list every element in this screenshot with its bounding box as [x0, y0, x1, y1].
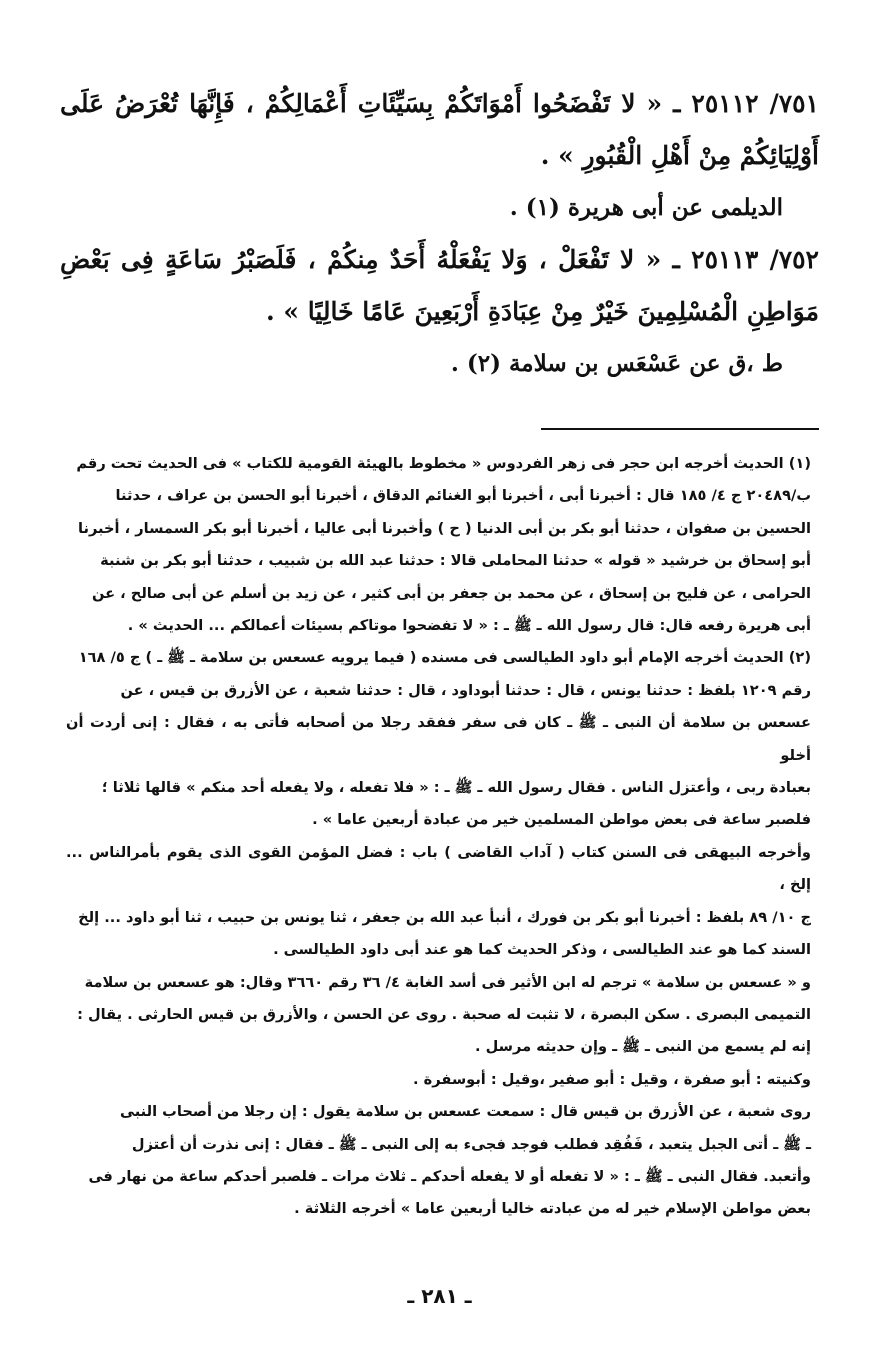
footnote-1-line: الحرامى ، عن فليح بن إسحاق ، عن محمد بن جعفر بن أبى كثير ، عن زيد بن أسلم عن أبى صالح ، عن [92, 584, 811, 602]
footnote-1-line: أبو إسحاق بن خرشيد « قوله » حدثنا المحاملى قالا : حدثنا عبد الله بن شبيب ، حدثنا أبو بكر بن شنبة [100, 552, 811, 570]
footnote-1-line: ب/٢٠٤٨٩ ج ٤/ ١٨٥ قال : أخبرنا أبى ، أخبرنا أبو الغنائم الدقاق ، أخبرنا أبو الحسن بن عراف ، حدثنا [115, 487, 811, 505]
footnote-2-line: بعض مواطن الإسلام خير له من عبادته خاليا أربعين عاما » أخرجه الثلاثة . [294, 1200, 811, 1218]
hadith-752-source: ط ،ق عن عَسْعَس بن سلامة (٢) . [450, 350, 783, 377]
hadith-751: ٧٥١/ ٢٥١١٢ ـ « لا تَفْضَحُوا أَمْوَاتَكُمْ بِسَيِّئَاتِ أَعْمَالِكُمْ ، فَإِنَّهَا تُعْرَضُ عَلَى أَوْلِيَائِكُمْ مِنْ أَهْلِ الْقُبُورِ » . [60, 89, 819, 170]
footnote-1-line: أبى هريرة رفعه قال: قال رسول الله ـ ﷺ ـ : « لا تفضحوا موتاكم بسيئات أعمالكم ... الحديث » . [127, 617, 811, 635]
footnote-2-line: السند كما هو عند الطيالسى ، وذكر الحديث كما هو عند أبى داود الطيالسى . [273, 941, 811, 959]
footnote-2-line: وأتعبد. فقال النبى ـ ﷺ ـ : « لا تفعله أو لا يفعله أحدكم ـ ثلاث مرات ـ فلصبر أحدكم ساعة من نهار فى [88, 1167, 811, 1185]
footnote-2-line: التميمى البصرى . سكن البصرة ، لا تثبت له صحبة . روى عن الحسن ، والأزرق بن قيس الحارثى . يقال : [77, 1005, 811, 1023]
footnote-2-line: و « عسعس بن سلامة » ترجم له ابن الأثير فى أسد الغابة ٤/ ٣٦ رقم ٣٦٦٠ وقال: هو عسعس بن سلامة [84, 973, 811, 991]
footnote-2-line: فلصبر ساعة فى بعض مواطن المسلمين خير من عبادة أربعين عاما » . [312, 811, 811, 829]
footnote-2-line: (٢) الحديث أخرجه الإمام أبو داود الطيالسى فى مسنده ( فيما يرويه عسعس بن سلامة ـ ﷺ ـ ) ج ٥/ ١٦٨ [78, 649, 811, 667]
main-text-block [60, 78, 819, 390]
footnote-2-line: وأخرجه البيهقى فى السنن كتاب ( آداب القاضى ) باب : فضل المؤمن القوى الذى يقوم بأمرالناس ... إلخ ، [66, 843, 811, 894]
footnote-2-line: ج ١٠/ ٨٩ بلفظ : أخبرنا أبو بكر بن فورك ، أنبأ عبد الله بن جعفر ، ثنا يونس بن حبيب ، ثنا أبو داود ... إلخ [78, 908, 811, 926]
footnote-1-line: (١) الحديث أخرجه ابن حجر فى زهر الفردوس « مخطوط بالهيئة القومية للكتاب » فى الحديث تحت رقم [76, 455, 811, 472]
page-number: ـ ٢٨١ ـ [407, 1284, 472, 1308]
footnote-2-line: روى شعبة ، عن الأزرق بن قيس قال : سمعت عسعس بن سلامة يقول : إن رجلا من أصحاب النبى [119, 1103, 811, 1121]
footnote-2-line: إنه لم يسمع من النبى ـ ﷺ ـ وإن حديثه مرسل . [475, 1038, 811, 1056]
footnote-2-line: بعبادة ربى ، وأعتزل الناس . فقال رسول الله ـ ﷺ ـ : « فلا تفعله ، ولا يفعله أحد منكم » قالها ثلاثا ؛ [101, 779, 811, 797]
footnote-divider [541, 428, 819, 430]
hadith-752: ٧٥٢/ ٢٥١١٣ ـ « لا تَفْعَلْ ، وَلا يَفْعَلْهُ أَحَدٌ مِنكُمْ ، فَلَصَبْرُ سَاعَةٍ فِى بَعْضِ مَوَاطِنِ الْمُسْلِمِينَ خَيْرٌ مِنْ عِبَادَةِ أَرْبَعِينَ عَامًا خَالِيًا » . [60, 245, 819, 326]
footnote-2-line: وكنيته : أبو صفرة ، وقيل : أبو صفير ،وقيل : أبوسفرة . [413, 1070, 811, 1088]
footnote-2-line: عسعس بن سلامة أن النبى ـ ﷺ ـ كان فى سفر ففقد رجلا من أصحابه فأتى به ، فقال : إنى أردت أن أخلو [66, 714, 811, 764]
footnote-2-line: ـ ﷺ ـ أتى الجبل يتعبد ، فَفُقِد فطلب فوجد فجىء به إلى النبى ـ ﷺ ـ فقال : إنى نذرت أن أعتزل [131, 1135, 811, 1153]
footnotes-block [66, 448, 811, 1226]
footnote-1-line: الحسين بن صفوان ، حدثنا أبو بكر بن أبى الدنيا ( ح ) وأخبرنا أبى عاليا ، أخبرنا أبو بكر السمسار ، أخبرنا [77, 519, 811, 537]
footnote-2-line: رقم ١٢٠٩ بلفظ : حدثنا يونس ، قال : حدثنا أبوداود ، قال : حدثنا شعبة ، عن الأزرق بن قيس ، عن [120, 681, 811, 699]
hadith-751-source: الديلمى عن أبى هريرة (١) . [509, 194, 783, 221]
